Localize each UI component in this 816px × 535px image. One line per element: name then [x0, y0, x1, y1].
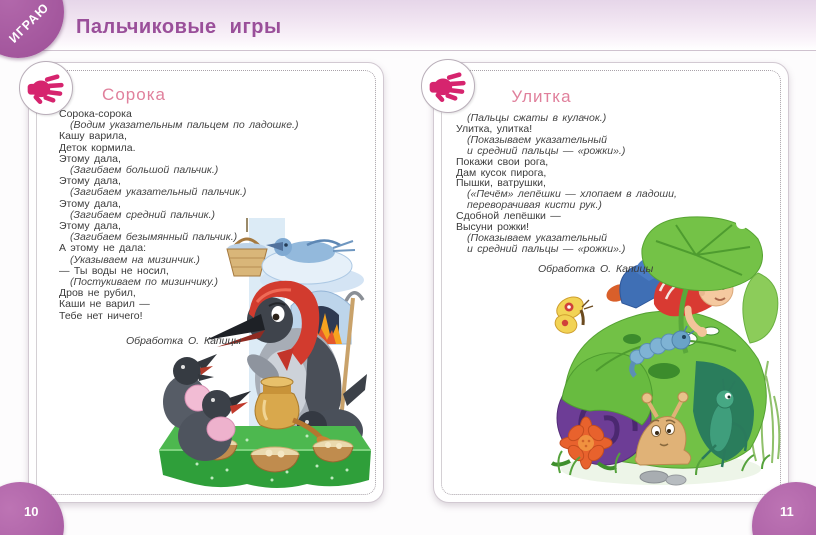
verse-line: Покажи свои рога, [456, 155, 549, 168]
instruction-line: (Показываем указательный [467, 231, 607, 244]
instruction-line: (Пальцы сжаты в кулачок.) [467, 112, 607, 124]
verse-line: Этому дала, [59, 220, 121, 233]
page-number: 11 [780, 504, 794, 519]
verse-line: Кашу варила, [59, 130, 127, 143]
verse-line: Этому дала, [59, 197, 121, 210]
verse-line: Этому дала, [59, 175, 121, 188]
instruction-line: (Указываем на мизинчик.) [70, 253, 200, 266]
section-title: Пальчиковые игры [76, 16, 282, 38]
red-hand-icon [428, 66, 468, 106]
play-badge-label: ИГРАЮ [6, 0, 52, 46]
verse-line: Улитка, улитка! [456, 122, 533, 135]
verse-line: Высуни рожки! [456, 221, 530, 234]
instruction-line: переворачивая кисти рук.) [467, 199, 602, 212]
hand-icon [19, 61, 73, 115]
instruction-line: (Загибаем средний пальчик.) [70, 208, 216, 221]
verse-line: А этому не дала: [59, 242, 146, 255]
poem-credit: Обработка О. Капицы [538, 263, 654, 275]
poem-credit: Обработка О. Капицы [126, 335, 242, 347]
verse-line: Дров не рубил, [59, 287, 136, 300]
instruction-line: (Постукиваем по мизинчику.) [70, 276, 218, 289]
poem-title: Сорока [102, 85, 166, 104]
poem-title: Улитка [511, 87, 572, 106]
instruction-line: и средний пальцы — «рожки».) [467, 242, 626, 255]
instruction-line: («Печём» лепёшки — хлопаем в ладоши, [467, 188, 677, 201]
header-bar [0, 0, 816, 51]
poem-text [456, 113, 766, 255]
instruction-line: (Загибаем большой пальчик.) [70, 164, 219, 177]
instruction-line: (Водим указательным пальцем по ладошке.) [70, 119, 299, 132]
verse-line: — Ты воды не носил, [59, 264, 169, 277]
verse-line: Этому дала, [59, 152, 121, 165]
instruction-line: и средний пальцы — «рожки».) [467, 144, 626, 157]
hand-icon [421, 59, 475, 113]
page-number: 10 [24, 504, 39, 519]
verse-line: Дам кусок пирога, [456, 166, 547, 179]
verse-line: Каши не варил — [59, 298, 150, 311]
verse-line: Пышки, ватрушки, [456, 177, 546, 190]
instruction-line: (Показываем указательный [467, 133, 607, 146]
verse-line: Тебе нет ничего! [59, 309, 143, 322]
left-page [28, 62, 384, 503]
verse-line: Деток кормила. [59, 141, 136, 154]
poem-text [59, 109, 361, 322]
instruction-line: (Загибаем указательный пальчик.) [70, 186, 247, 199]
right-page [433, 62, 789, 503]
verse-line: Сдобной лепёшки — [456, 210, 561, 223]
verse-line: Сорока-сорока [59, 108, 132, 120]
instruction-line: (Загибаем безымянный пальчик.) [70, 231, 238, 244]
red-hand-icon [26, 68, 66, 108]
